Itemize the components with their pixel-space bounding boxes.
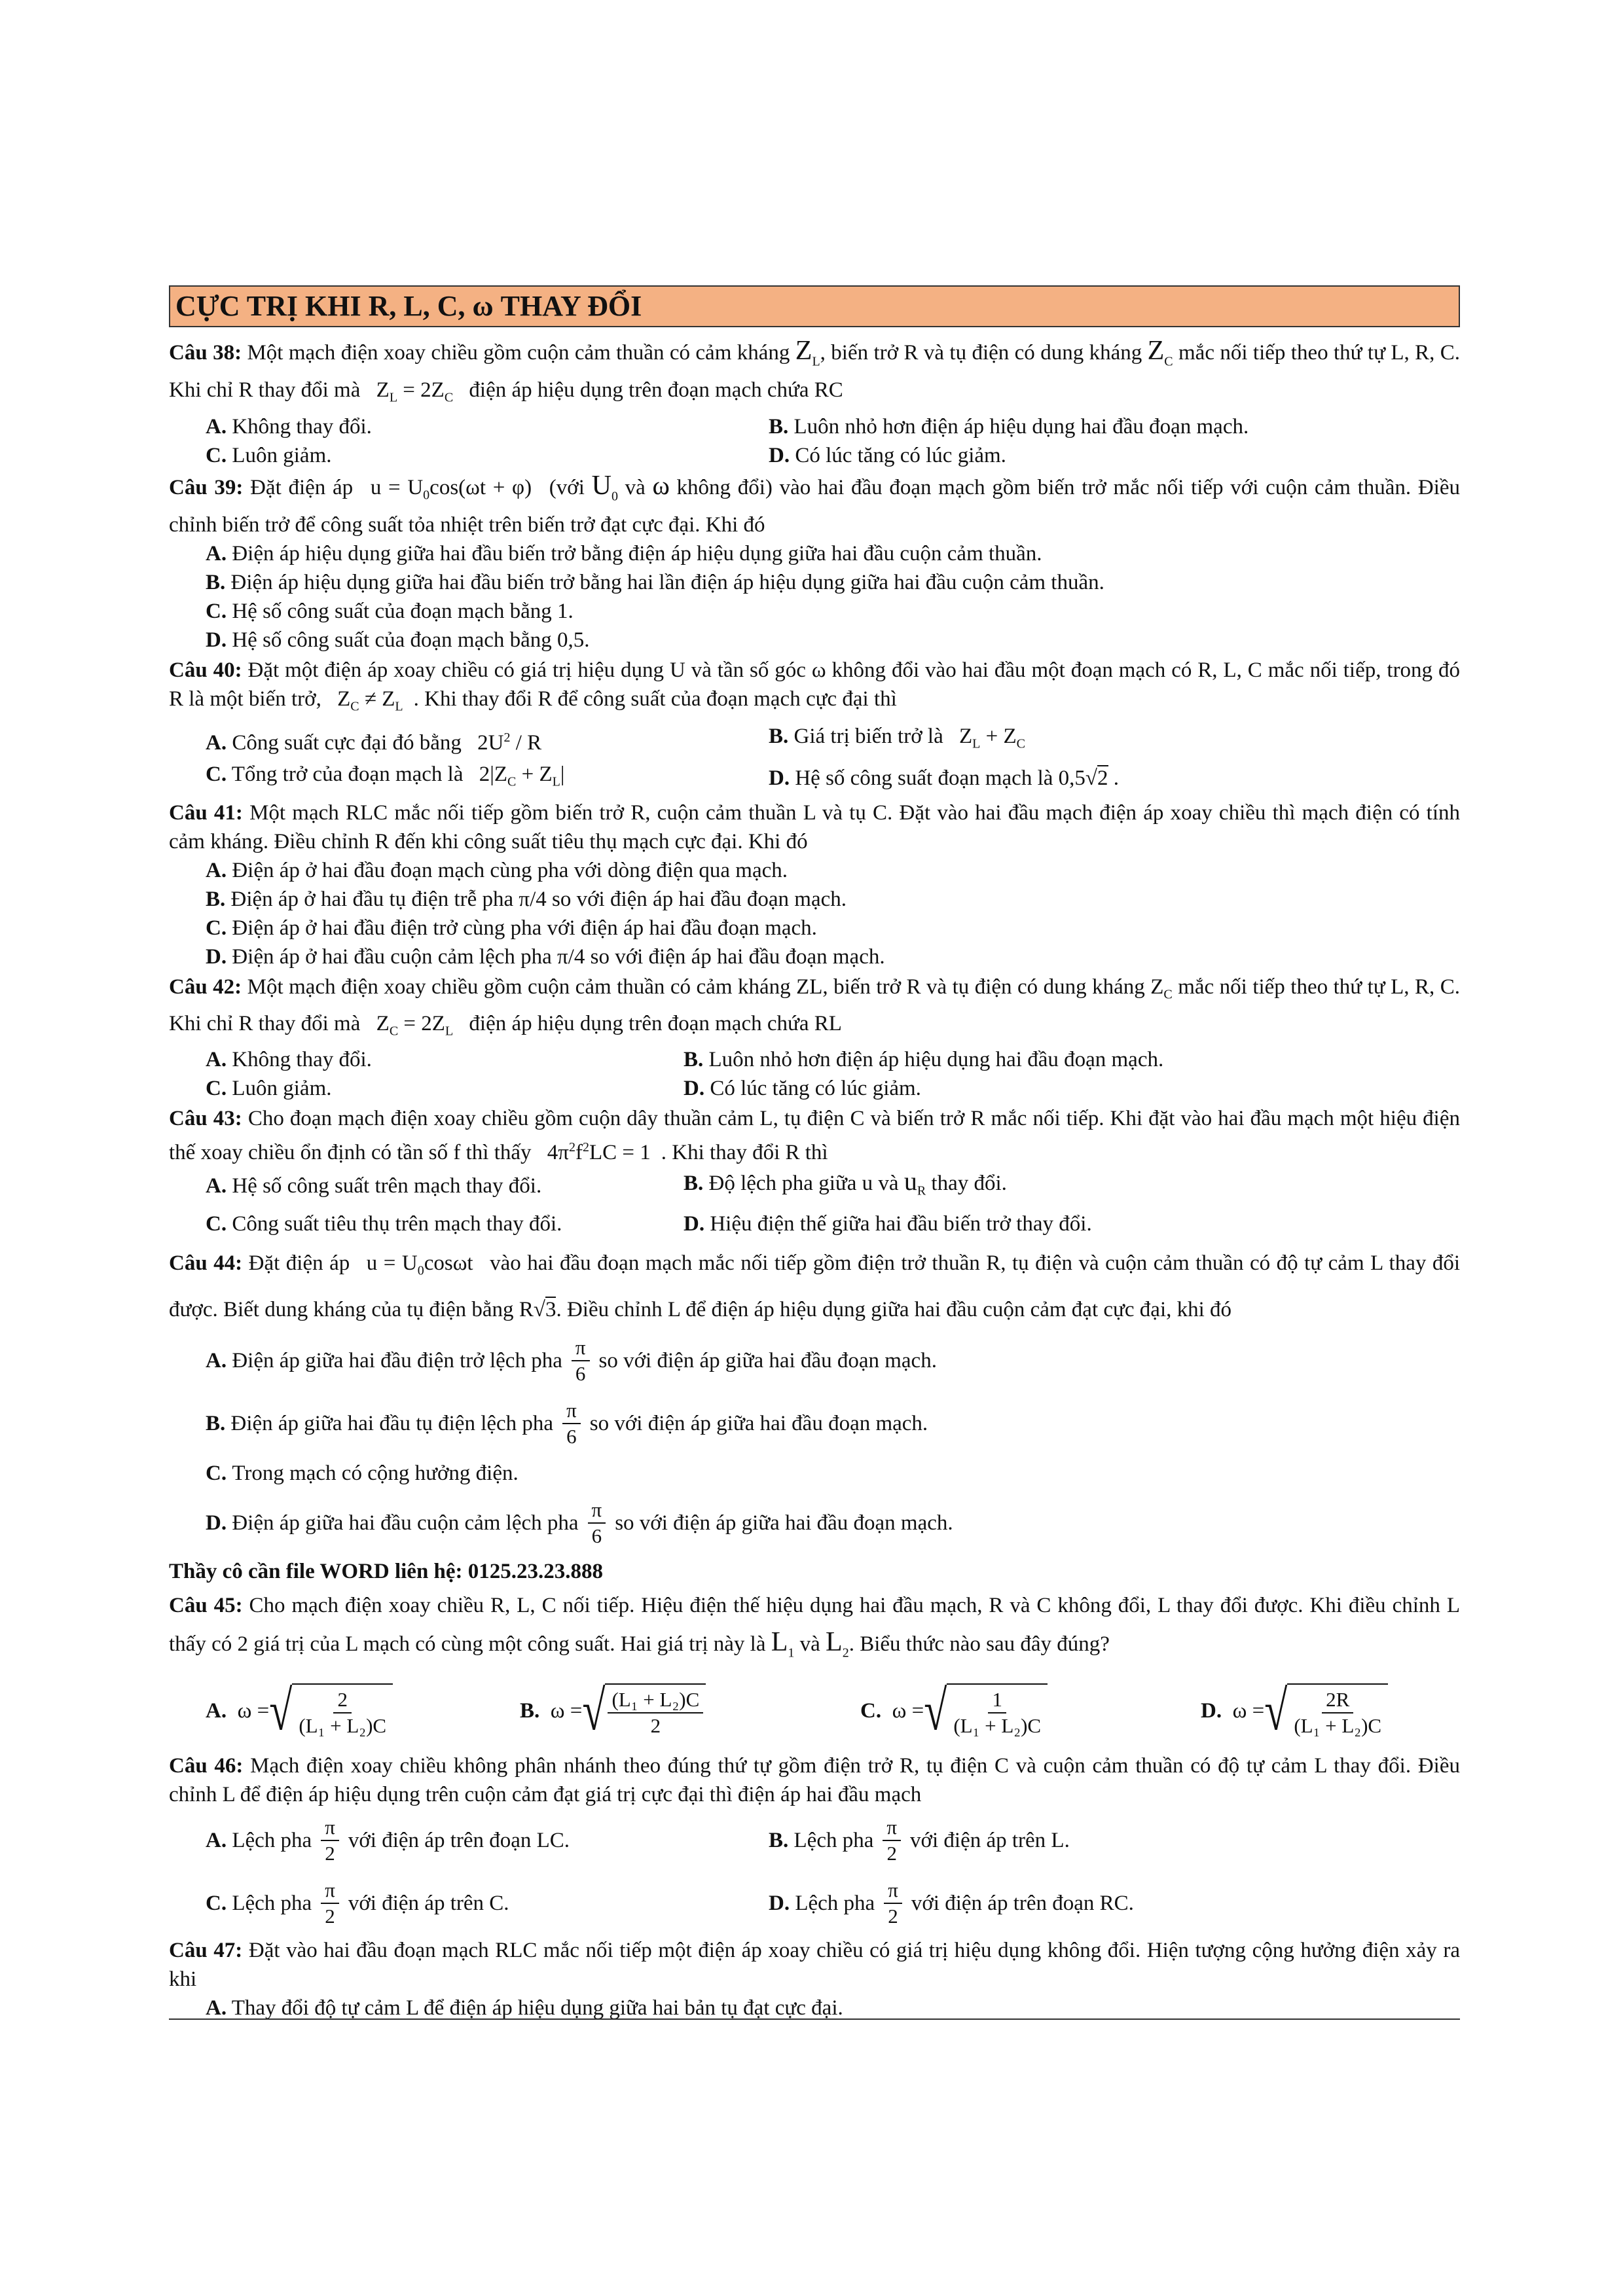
options-row [206,721,1460,759]
question-39 [169,471,1460,655]
options-row [206,1074,1460,1103]
formula-voltage: $u = U_0\cos(\omega t + \varphi)$ [370,475,532,503]
option-a[interactable]: A. Không thay đổi. [206,414,372,439]
stem-text: và [799,1632,820,1657]
question-44 [169,1244,1460,1555]
option-d[interactable]: D. Hệ số công suất đoạn mạch là 0,5√2 . [769,766,1120,790]
option-a[interactable]: A. Điện áp ở hai đầu đoạn mạch cùng pha với dòng điện qua mạch. [206,858,788,882]
option-c[interactable]: C. Hệ số công suất của đoạn mạch bằng 1. [206,600,574,624]
option-b[interactable]: B. Luôn nhỏ hơn điện áp hiệu dụng hai đầu đoạn mạch. [769,414,1249,439]
question-41-stem [169,798,1460,856]
question-label: Câu 47: [169,1938,243,1962]
stem-text: mắc nối tiếp theo thứ tự L, R, C. Khi chỉ R thay đổi mà [169,341,1461,403]
option-d[interactable]: D. Có lúc tăng có lúc giảm. [769,443,1006,467]
formula-condition: $Z_C = 2Z_L$ [376,1011,454,1039]
option-b[interactable]: B. Giá trị biến trở là $Z_L + Z_C$ [769,725,1025,751]
option-b[interactable]: B. Điện áp hiệu dụng giữa hai đầu biến trở bằng hai lần điện áp hiệu dụng giữa hai đầu cuộn cảm thuần. [206,571,1104,595]
question-45 [169,1587,1460,1749]
option-b[interactable]: B. Luôn nhỏ hơn điện áp hiệu dụng hai đầu đoạn mạch. [684,1048,1164,1072]
question-43 [169,1104,1460,1242]
fraction: $\frac{\pi}{6}$ [572,1335,590,1386]
stem-text: . Khi thay đổi R thì [661,1141,828,1165]
stem-text: Cho mạch điện xoay chiều R, L, C nối tiếp. Hiệu điện thế hiệu dụng hai đầu mạch, R và C không đổi, L thay đổi được. Khi điều chỉnh L thấy có 2 giá trị của L mạch có cùng một công suất. Hai giá trị này là [169,1594,1461,1657]
option-a[interactable]: A. ω = √ $\frac{2}{\text{(L₁ + L₂)C}}$ [206,1683,520,1738]
stem-text: , biến trở R và tụ điện có dung kháng [820,341,1142,365]
omega-symbol: ω [652,470,670,500]
formula-zc: $Z_C$ [1147,336,1173,369]
fraction: $\frac{\pi}{6}$ [588,1498,606,1549]
fraction: $\frac{\pi}{2}$ [883,1815,901,1866]
option-c[interactable]: C. Lệch pha $\frac{\pi}{2}$ với điện áp trên C. [206,1878,509,1928]
option-a[interactable]: A. Không thay đổi. [206,1048,372,1072]
stem-text: và [625,475,646,499]
fraction: $\frac{\pi}{2}$ [884,1878,902,1929]
option-a[interactable]: A. Điện áp giữa hai đầu điện trở lệch pha $\frac{\pi}{6}$ so với điện áp giữa hai đầu đoạn mạch. [206,1336,937,1386]
question-43-stem [169,1104,1460,1167]
formula-voltage: $u = U_0\cos\omega t$ [366,1251,473,1278]
formula-condition: $Z_L = 2Z_C$ [376,378,454,405]
option-c[interactable]: C. Luôn giảm. [206,443,332,467]
formula-capacitive: R√3 [519,1298,556,1322]
options-row [206,1167,1460,1206]
option-c[interactable]: C. Luôn giảm. [206,1077,332,1101]
stem-text: (với [549,475,585,499]
question-46-stem [169,1751,1460,1809]
fraction: $\frac{\pi}{6}$ [562,1398,581,1449]
option-a[interactable]: A. Công suất cực đại đó bằng $2U^2$ / R [206,730,542,755]
option-c[interactable]: C. ω = √ $\frac{1}{\text{(L₁ + L₂)C}}$ [860,1683,1201,1738]
stem-text: Cho đoạn mạch điện xoay chiều gồm cuộn dây thuần cảm L, tụ điện C và biến trở R mắc nối tiếp. Khi đặt vào hai đầu mạch một hiệu điện thế xoay chiều ổn định có tần số f thì thấy [169,1107,1460,1165]
options-row [206,412,1460,441]
stem-text: Đặt một điện áp xoay chiều có giá trị hiệu dụng U và tần số góc ω không đổi vào hai đầu một đoạn mạch có R, L, C mắc nối tiếp, trong đó R là một biến trở, [169,658,1460,711]
option-d[interactable]: D. Lệch pha $\frac{\pi}{2}$ với điện áp trên đoạn RC. [769,1878,1134,1928]
option-d[interactable]: D. ω = √ $\frac{2R}{\text{(L₁ + L₂)C}}$ [1201,1683,1463,1738]
question-38-stem [169,336,1460,412]
option-c[interactable]: C. Công suất tiêu thụ trên mạch thay đổi. [206,1211,562,1236]
stem-text: không đổi) vào hai đầu đoạn mạch gồm biến trở mắc nối tiếp với cuộn cảm thuần. Điều chỉnh biến trở để công suất tỏa nhiệt trên biến trở đạt cực đại. Khi đó [169,475,1461,537]
option-a[interactable]: A. Thay đổi độ tự cảm L để điện áp hiệu dụng giữa hai bản tụ đạt cực đại. [206,1996,843,2020]
document-page [169,285,1460,2022]
formula-condition: $Z_C \ne Z_L$ [337,687,403,714]
option-b[interactable]: B. Độ lệch pha giữa u và $u_R$ thay đổi. [684,1166,1007,1198]
formula-l1: $L_1$ [771,1627,795,1660]
question-label: Câu 38: [169,341,242,365]
options-row [206,441,1460,470]
stem-text: . Biểu thức nào sau đây đúng? [848,1632,1110,1657]
question-45-stem [169,1587,1460,1671]
options-row [206,1206,1460,1242]
options-row [206,1045,1460,1074]
stem-text: Một mạch điện xoay chiều gồm cuộn cảm thuần có cảm kháng ZL, biến trở R và tụ điện có dung kháng Z [247,975,1164,999]
question-47-stem [169,1936,1460,1994]
question-40 [169,656,1460,797]
question-label: Câu 40: [169,658,242,683]
question-41 [169,798,1460,971]
option-d[interactable]: D. Hiệu điện thế giữa hai đầu biến trở thay đổi. [684,1211,1092,1236]
fraction: $\frac{\pi}{2}$ [321,1815,339,1866]
stem-text: Một mạch điện xoay chiều gồm cuộn cảm thuần có cảm kháng [247,341,790,365]
contact-note: Thầy cô cần file WORD liên hệ: 0125.23.23.888 [169,1560,604,1584]
stem-text: . Khi thay đổi R để công suất của đoạn mạch cực đại thì [413,687,897,711]
sqrt-symbol: √2 [1085,766,1108,790]
option-d[interactable]: D. Điện áp ở hai đầu cuộn cảm lệch pha π/4 so với điện áp hai đầu đoạn mạch. [206,944,885,969]
options-row [206,759,1460,797]
option-d[interactable]: D. Điện áp giữa hai đầu cuộn cảm lệch pha $\frac{\pi}{6}$ so với điện áp giữa hai đầu đoạn mạch. [206,1498,953,1548]
question-label: Câu 39: [169,475,244,499]
question-47 [169,1936,1460,2022]
option-c[interactable]: C. Tổng trở của đoạn mạch là $2|Z_C + Z_L|$ [206,762,565,789]
question-label: Câu 43: [169,1107,242,1131]
option-b[interactable]: B. Lệch pha $\frac{\pi}{2}$ với điện áp trên L. [769,1815,1070,1865]
option-c[interactable]: C. Điện áp ở hai đầu điện trở cùng pha với điện áp hai đầu đoạn mạch. [206,916,817,940]
options-row [206,1872,1460,1935]
question-42-stem [169,973,1460,1045]
fraction: $\frac{\pi}{2}$ [321,1878,339,1929]
stem-text: vào hai đầu đoạn mạch mắc nối tiếp gồm điện trở thuần R, tụ điện và cuộn cảm thuần có độ tự cảm L thay đổi được. Biết dung kháng của tụ điện bằng [169,1251,1461,1322]
stem-text: Mạch điện xoay chiều không phân nhánh theo đúng thứ tự gồm điện trở R, tụ điện C và cuộn cảm thuần có độ tự cảm L thay đổi. Điều chỉnh L để điện áp hiệu dụng trên cuộn cảm đạt giá trị cực đại thì điện áp hai đầu mạch [169,1753,1460,1806]
formula-u0: $U_0$ [591,470,618,504]
bottom-rule [169,2018,1460,2020]
stem-text: Đặt điện áp [250,475,354,499]
stem-text: Đặt điện áp [248,1251,350,1275]
question-39-stem [169,471,1460,539]
question-40-stem [169,656,1460,721]
question-label: Câu 46: [169,1753,244,1778]
section-header: CỰC TRỊ KHI R, L, C, ω THAY ĐỔI [169,285,1460,327]
formula-zl: $Z_L$ [795,336,820,369]
option-d[interactable]: D. Hệ số công suất của đoạn mạch bằng 0,5. [206,628,590,653]
stem-text: . Điều chỉnh L để điện áp hiệu dụng giữa hai đầu cuộn cảm đạt cực đại, khi đó [556,1298,1232,1322]
stem-text: mắc nối tiếp theo thứ tự L, R, C. Khi chỉ R thay đổi mà [169,975,1461,1035]
question-label: Câu 45: [169,1594,243,1618]
question-42 [169,973,1460,1103]
option-a[interactable]: A. Lệch pha $\frac{\pi}{2}$ với điện áp trên đoạn LC. [206,1815,570,1865]
option-b[interactable]: B. ω = √ $\frac{\text{(L₁ + L₂)C}}{2}$ [520,1683,860,1738]
stem-text: Một mạch RLC mắc nối tiếp gồm biến trở R, cuộn cảm thuần L và tụ C. Đặt vào hai đầu mạch điện áp xoay chiều thì mạch điện có tính cảm kháng. Điều chỉnh R đến khi công suất tiêu thụ mạch cực đại. Khi đó [169,800,1460,853]
option-a[interactable]: A. Điện áp hiệu dụng giữa hai đầu biến trở bằng điện áp hiệu dụng giữa hai đầu cuộn cảm thuần. [206,542,1042,566]
formula-resonance: $4\pi^2f^2LC = 1$ [547,1140,651,1165]
question-label: Câu 42: [169,975,242,999]
option-b[interactable]: B. Điện áp ở hai đầu tụ điện trễ pha π/4 so với điện áp hai đầu đoạn mạch. [206,887,847,911]
question-38 [169,336,1460,470]
option-a[interactable]: A. Hệ số công suất trên mạch thay đổi. [206,1174,542,1198]
question-label: Câu 44: [169,1251,243,1275]
question-label: Câu 41: [169,800,243,825]
option-b[interactable]: B. Điện áp giữa hai đầu tụ điện lệch pha $\frac{\pi}{6}$ so với điện áp giữa hai đầu đoạn mạch. [206,1399,928,1448]
option-c[interactable]: C. Trong mạch có cộng hưởng điện. [206,1462,519,1486]
stem-text: Đặt vào hai đầu đoạn mạch RLC mắc nối tiếp một điện áp xoay chiều có giá trị hiệu dụng không đổi. Hiện tượng cộng hưởng điện xảy ra khi [169,1938,1461,1991]
stem-text: điện áp hiệu dụng trên đoạn mạch chứa RL [469,1011,842,1035]
question-46 [169,1751,1460,1935]
option-d[interactable]: D. Có lúc tăng có lúc giảm. [684,1077,921,1101]
options-row [206,1809,1460,1872]
question-44-stem [169,1244,1460,1330]
options-row [206,1672,1460,1750]
subscript: C [1163,987,1173,1002]
formula-l2: $L_2$ [826,1627,849,1660]
stem-text: điện áp hiệu dụng trên đoạn mạch chứa RC [469,378,843,403]
